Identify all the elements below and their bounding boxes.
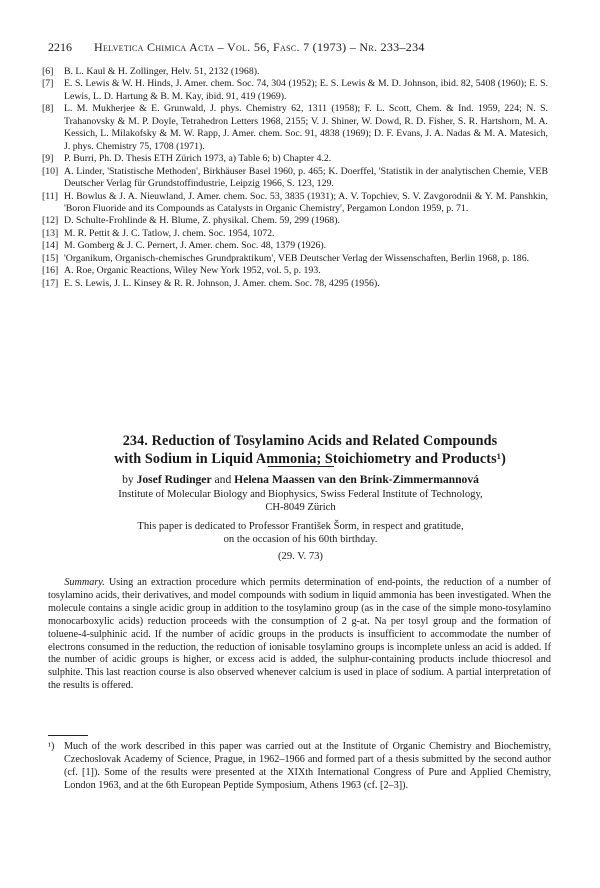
page-number: 2216 xyxy=(48,40,72,54)
reference-text: B. L. Kaul & H. Zollinger, Helv. 51, 2132 (1968). xyxy=(64,66,260,77)
reference-number: [10] xyxy=(42,165,59,177)
article-title-line: 234. Reduction of Tosylamino Acids and Related Compounds xyxy=(122,433,498,449)
reference-text: D. Schulte-Frohlinde & H. Blume, Z. physikal. Chem. 59, 299 (1968). xyxy=(64,215,340,227)
reference-text: A. Roe, Organic Reactions, Wiley New York 1952, vol. 5, p. 193. xyxy=(64,265,321,277)
reference-number: [16] xyxy=(42,265,59,277)
reference-number: [13] xyxy=(42,227,59,239)
footnote-mark: ¹) xyxy=(48,741,55,752)
summary-text: Using an extraction procedure which permits determination of end-points, the reduction of a number of tosylamino acids, their derivatives, and model compounds with sodium in liquid ammonia has been investigated. When the molecule contains a single acidic group in addition to the tosylamino group (as in the case of the simple mono-tosylamino monocarboxylic acids) reduction proceeds with the consumption of 2 g-at. Na per tosyl group and the formation of toluene-4-sulphinic acid. If the number of acidic groups in the products is insufficient to accommodate the number of electrons consumed in the reduction, the reduction of ionisable tosylamino groups is incomplete unless an acid is added. If the number of acidic groups is higher, or excess acid is added, the sulphur-containing products include thiocresol and sulphite. This last reaction course is also observed whenever calcium is used in place of sodium. A partial interpretation of the results is offered. xyxy=(48,577,552,692)
reference-item xyxy=(42,227,548,240)
footnote-text: Much of the work described in this paper was carried out at the Institute of Organic Chemistry and Biochemistry, Czechoslovak Academy of Science, Prague, in 1962–1966 and formed part of a thesis submitted by the second author (cf. [1]). Some of the results were presented at the XIXth International Congress of Pure and Applied Chemistry, London 1963, and at the 6th European Peptide Symposium, Athens 1963 (cf. [2–3]). xyxy=(64,741,551,791)
reference-text: P. Burri, Ph. D. Thesis ETH Zürich 1973, a) Table 6; b) Chapter 4.2. xyxy=(64,153,332,165)
reference-item xyxy=(42,165,548,191)
reference-number: [11] xyxy=(42,190,58,202)
author-line xyxy=(48,473,553,487)
journal-citation: Helvetica Chimica Acta – Vol. 56, Fasc. 7 (1973) – Nr. 233–234 xyxy=(94,40,425,54)
article-title-line: with Sodium in Liquid Ammonia; Stoichiometry and Products¹) xyxy=(114,451,506,467)
reference-list xyxy=(42,66,548,290)
by-label: by xyxy=(122,473,134,486)
dedication xyxy=(48,520,553,546)
reference-number: [8] xyxy=(42,103,54,115)
reference-number: [17] xyxy=(42,277,59,289)
running-header xyxy=(48,40,548,55)
reference-item xyxy=(42,153,548,165)
received-date: (29. V. 73) xyxy=(278,551,323,562)
reference-item xyxy=(42,265,548,277)
reference-text: M. R. Pettit & J. C. Tatlow, J. chem. Soc. 1954, 1072. xyxy=(64,227,275,239)
reference-number: [15] xyxy=(42,252,59,264)
reference-number: [14] xyxy=(42,240,59,252)
reference-text: E. S. Lewis, J. L. Kinsey & R. R. Johnson, J. Amer. chem. Soc. 78, 4295 (1956). xyxy=(64,277,380,289)
reference-number: [7] xyxy=(42,78,54,90)
affiliation-line: CH-8049 Zürich xyxy=(265,502,336,513)
reference-item xyxy=(42,215,548,227)
reference-text: L. M. Mukherjee & E. Grunwald, J. phys. Chemistry 62, 1311 (1958); F. L. Scott, Chem. & Ind. 1959, 224; N. S. Trahanovsky & M. P. Doyle, Tetrahedron Letters 1968, 2155; V. J. Shiner, W. Dowd, R. D. Fisher, S. R. Hartshorn, M. A. Kessich, L. Milakofsky & M. W. Rapp, J. Amer. chem. Soc. 91, 4838 (1969); D. F. Evans, J. A. Nadas & M. A. Matesich, J. phys. Chemistry 75, 1708 (1971). xyxy=(64,103,548,152)
reference-number: [9] xyxy=(42,153,54,165)
affiliation-line: Institute of Molecular Biology and Biophysics, Swiss Federal Institute of Technology, xyxy=(118,489,483,500)
reference-text: E. S. Lewis & W. H. Hinds, J. Amer. chem. Soc. 74, 304 (1952); E. S. Lewis & M. D. Johnson, ibid. 82, 5408 (1960); E. S. Lewis, L. D. Hartung & B. M. Kay, ibid. 91, 419 (1969). xyxy=(64,78,548,102)
summary-label: Summary. xyxy=(64,577,105,588)
dedication-line: on the occasion of his 60th birthday. xyxy=(223,534,378,545)
and-label: and xyxy=(214,473,232,486)
reference-item xyxy=(42,78,548,103)
reference-item xyxy=(42,277,548,290)
summary-paragraph xyxy=(48,577,551,693)
footnote xyxy=(48,741,551,793)
article-title xyxy=(80,432,540,468)
affiliation xyxy=(48,488,553,514)
reference-item xyxy=(42,252,548,265)
reference-text: 'Organikum, Organisch-chemisches Grundpraktikum', VEB Deutscher Verlag der Wissenschaften, Berlin 1968, p. 186. xyxy=(64,252,530,264)
reference-item xyxy=(42,103,548,153)
reference-item xyxy=(42,190,548,216)
footnote-rule xyxy=(48,735,88,736)
dedication-line: This paper is dedicated to Professor František Šorm, in respect and gratitude, xyxy=(137,521,464,532)
reference-text: M. Gomberg & J. C. Pernert, J. Amer. chem. Soc. 48, 1379 (1926). xyxy=(64,240,327,252)
reference-number: [6] xyxy=(42,66,54,77)
reference-text: A. Linder, 'Statistische Methoden', Birkhäuser Basel 1960, p. 465; K. Doerffel, 'Statistik in der analytischen Chemie, VEB Deutscher Verlag für Grundstoffindustrie, Leipzig 1966, S. 123, 129. xyxy=(64,165,548,190)
author-name: Helena Maassen van den Brink-Zimmermannová xyxy=(234,473,479,486)
reference-text: H. Bowlus & J. A. Nieuwland, J. Amer. chem. Soc. 53, 3835 (1931); A. V. Topchiev, S. V. Zavgorodnii & Y. M. Panshkin, 'Boron Fluoride and its Compounds as Catalysts in Organic Chemistry', Pergamon London 1959, p. 71. xyxy=(64,190,548,214)
author-name: Josef Rudinger xyxy=(136,473,212,486)
reference-item xyxy=(42,240,548,252)
reference-item xyxy=(42,66,548,78)
reference-number: [12] xyxy=(42,215,59,227)
